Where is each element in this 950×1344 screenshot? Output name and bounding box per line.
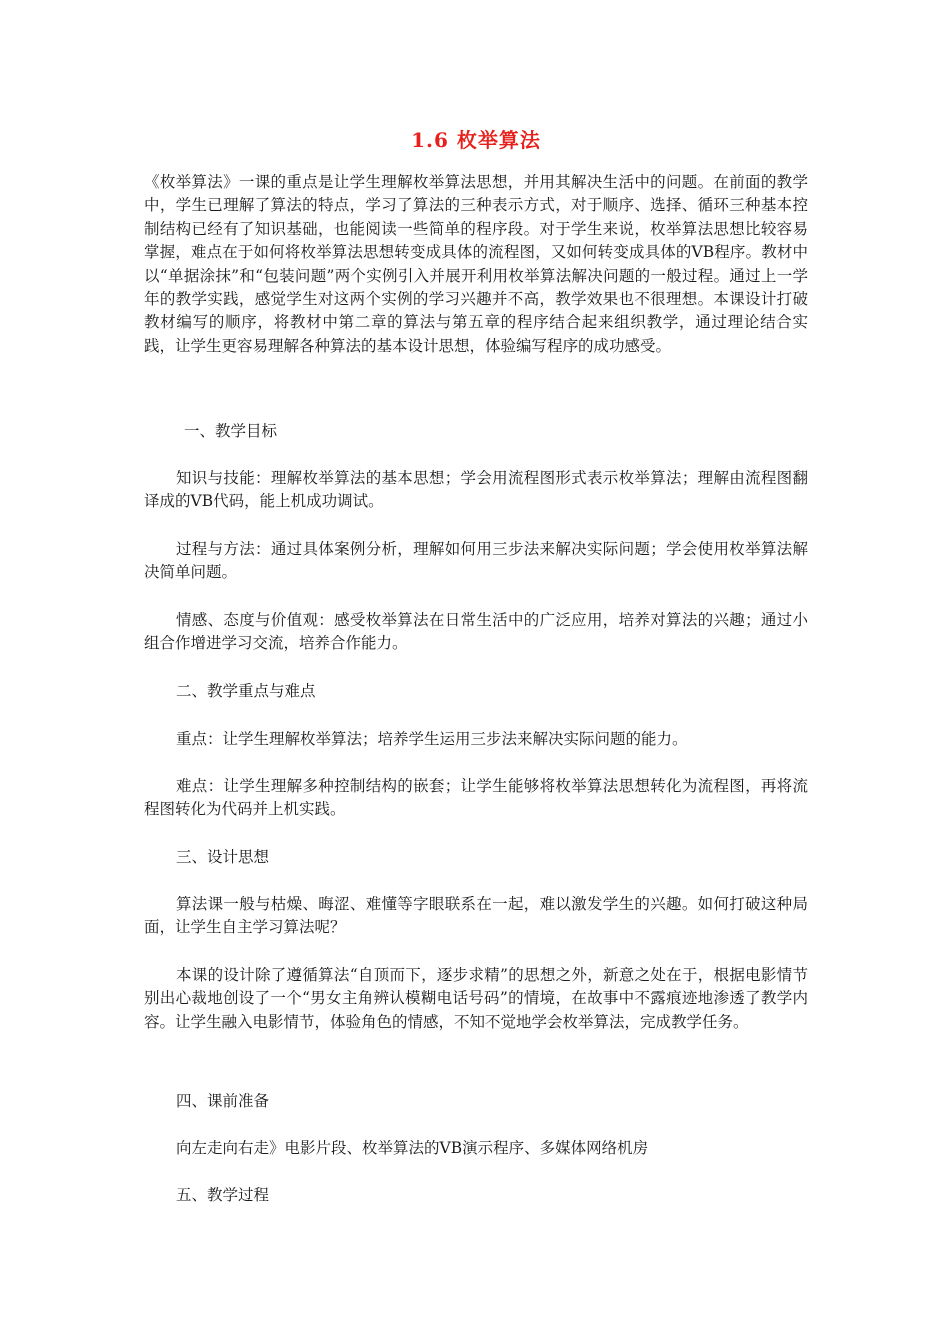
prep-paragraph: 向左走向右走》电影片段、枚举算法的VB演示程序、多媒体网络机房 <box>176 1139 649 1157</box>
goal-emotion-paragraph: 情感、态度与价值观：感受枚举算法在日常生活中的广泛应用，培养对算法的兴趣；通过小组合作增进学习交流，培养合作能力。 <box>144 611 808 653</box>
keypoint-paragraph: 重点：让学生理解枚举算法；培养学生运用三步法来解决实际问题的能力。 <box>176 730 688 748</box>
design-paragraph-2: 本课的设计除了遵循算法“自顶而下，逐步求精”的思想之外，新意之处在于，根据电影情节别出心裁地创设了一个“男女主角辨认模糊电话号码”的情境，在故事中不露痕迹地渗透了教学内容。让学生融入电影情节，体验角色的情感，不知不觉地学会枚举算法，完成教学任务。 <box>144 966 808 1031</box>
goal-knowledge-paragraph: 知识与技能：理解枚举算法的基本思想；学会用流程图形式表示枚举算法；理解由流程图翻译成的VB代码，能上机成功调试。 <box>144 469 808 511</box>
design-paragraph-1: 算法课一般与枯燥、晦涩、难懂等字眼联系在一起，难以激发学生的兴趣。如何打破这种局面，让学生自主学习算法呢？ <box>144 895 808 937</box>
page-title: 1.6 枚举算法 <box>411 128 541 152</box>
section-heading-design: 三、设计思想 <box>176 848 270 866</box>
section-heading-process: 五、教学过程 <box>176 1186 270 1204</box>
difficulty-paragraph: 难点：让学生理解多种控制结构的嵌套；让学生能够将枚举算法思想转化为流程图，再将流程图转化为代码并上机实践。 <box>144 777 808 819</box>
section-heading-prep: 四、课前准备 <box>176 1092 270 1110</box>
goal-process-paragraph: 过程与方法：通过具体案例分析，理解如何用三步法来解决实际问题；学会使用枚举算法解决简单问题。 <box>144 540 808 582</box>
section-heading-goals: 一、教学目标 <box>184 422 278 440</box>
section-heading-keypoints: 二、教学重点与难点 <box>176 682 316 700</box>
intro-paragraph: 《枚举算法》一课的重点是让学生理解枚举算法思想，并用其解决生活中的问题。在前面的教学中，学生已理解了算法的特点，学习了算法的三种表示方式，对于顺序、选择、循环三种基本控制结构已经有了知识基础，也能阅读一些简单的程序段。对于学生来说，枚举算法思想比较容易掌握，难点在于如何将枚举算法思想转变成具体的流程图，又如何转变成具体的VB程序。教材中以“单据涂抹”和“包装问题”两个实例引入并展开利用枚举算法解决问题的一般过程。通过上一学年的教学实践，感觉学生对这两个实例的学习兴趣并不高，教学效果也不很理想。本课设计打破教材编写的顺序，将教材中第二章的算法与第五章的程序结合起来组织教学，通过理论结合实践，让学生更容易理解各种算法的基本设计思想，体验编写程序的成功感受。 <box>144 173 808 355</box>
